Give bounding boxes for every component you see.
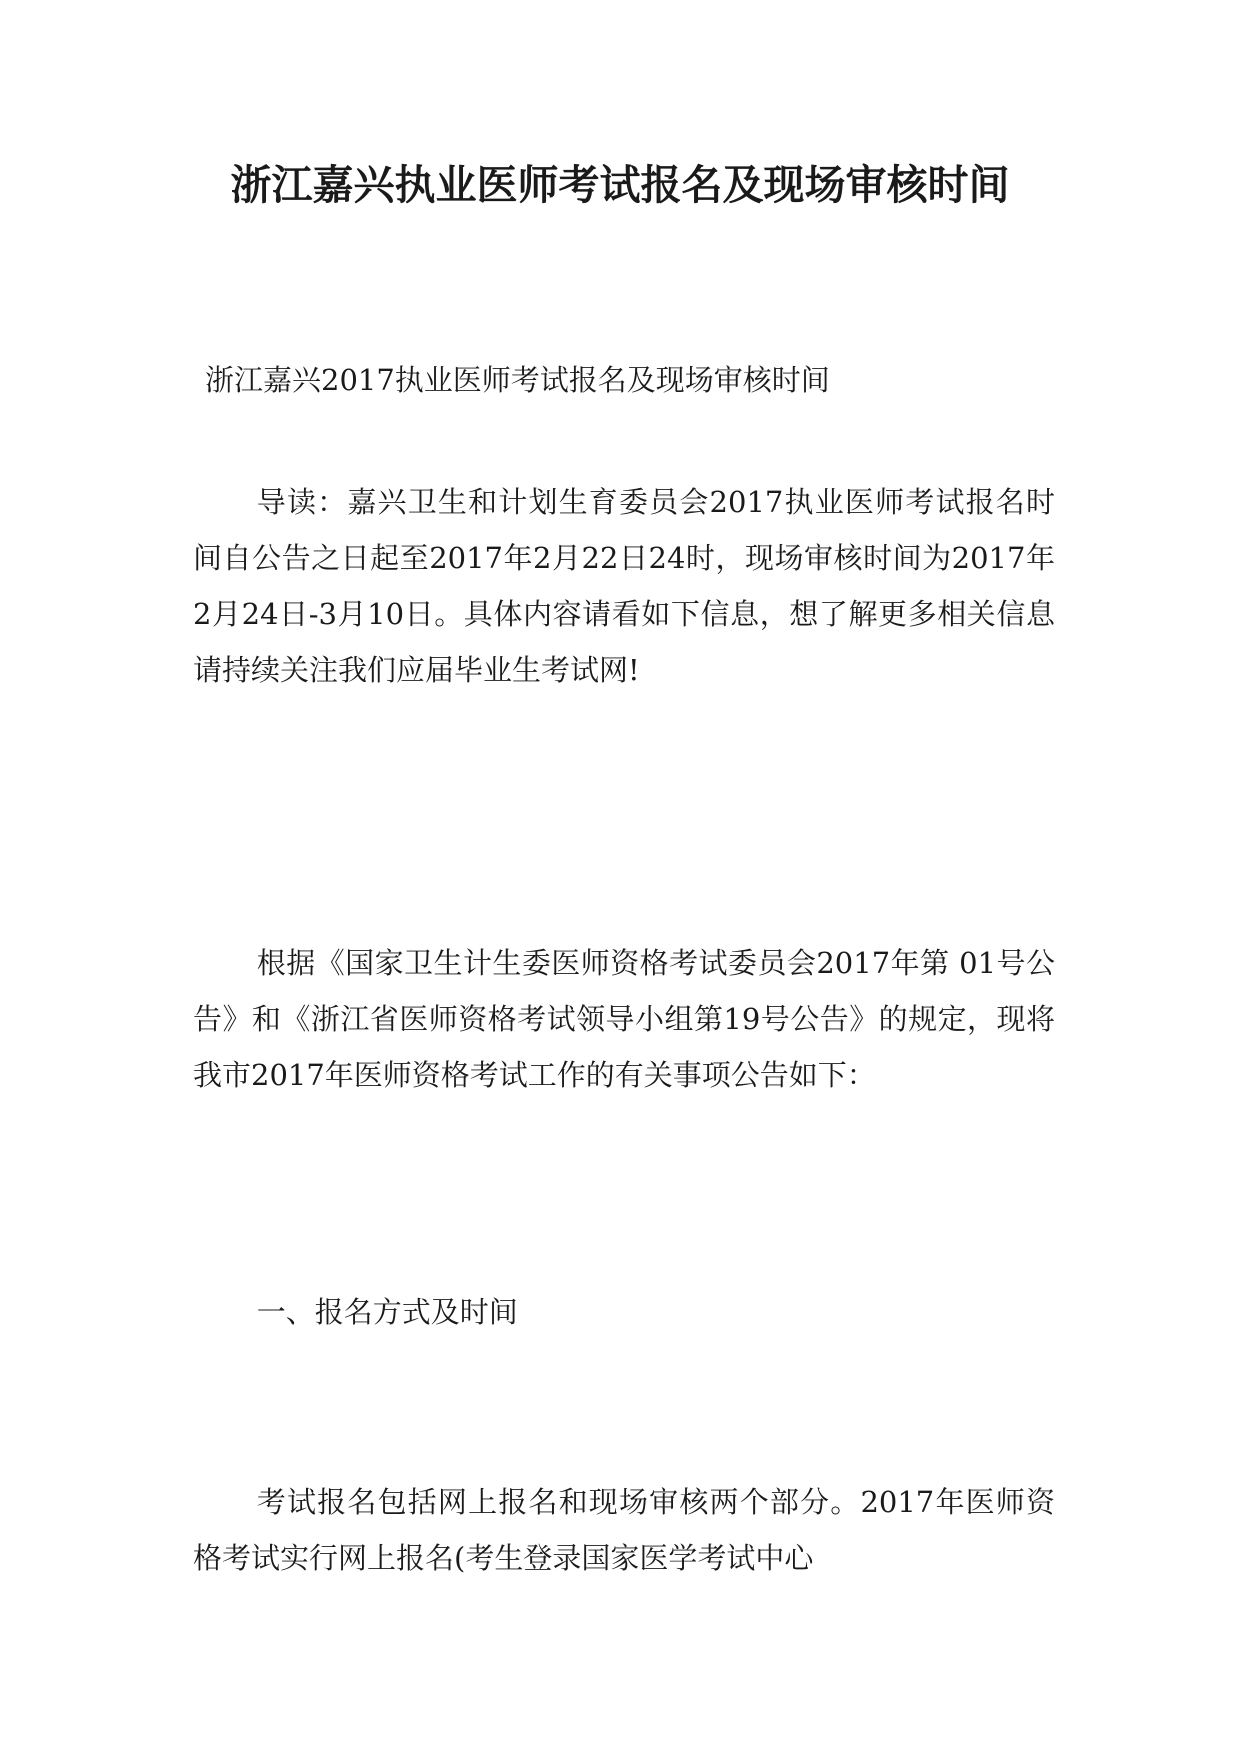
section-heading-registration: 一、报名方式及时间 xyxy=(256,1295,518,1329)
paragraph-basis: 根据《国家卫生计生委医师资格考试委员会2017年第 01号公告》和《浙江省医师资格考试领导小组第19号公告》的规定，现将我市2017年医师资格考试工作的有关事项公告如下： xyxy=(193,946,1055,1092)
paragraph-registration: 考试报名包括网上报名和现场审核两个部分。2017年医师资格考试实行网上报名(考生登录国家医学考试中心 xyxy=(193,1485,1055,1575)
document-subtitle: 浙江嘉兴2017执业医师考试报名及现场审核时间 xyxy=(205,363,830,397)
paragraph-intro: 导读：嘉兴卫生和计划生育委员会2017执业医师考试报名时间自公告之日起至2017年2月22日24时，现场审核时间为2017年2月24日-3月10日。具体内容请看如下信息，想了解更多相关信息请持续关注我们应届毕业生考试网! xyxy=(193,485,1055,687)
document-title: 浙江嘉兴执业医师考试报名及现场审核时间 xyxy=(230,161,1010,209)
